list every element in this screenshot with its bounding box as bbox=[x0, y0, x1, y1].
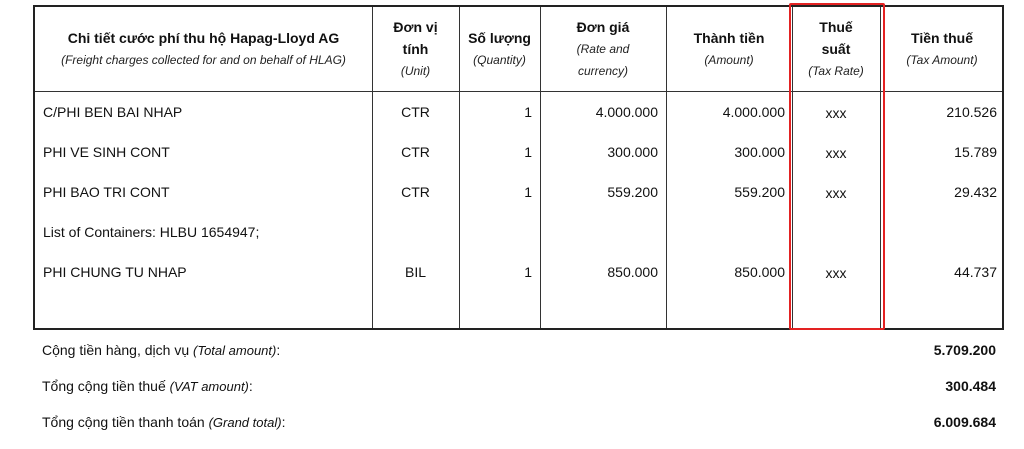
row-tax-amount: 15.789 bbox=[954, 144, 997, 160]
vat-amount-value: 300.484 bbox=[945, 378, 996, 394]
header-description-title: Chi tiết cước phí thu hộ Hapag-Lloyd AG bbox=[67, 30, 340, 46]
header-tax-rate-title-line1: Thuế bbox=[819, 19, 853, 35]
grand-total-label-en: (Grand total) bbox=[208, 415, 282, 430]
row-tax-amount: 44.737 bbox=[954, 264, 997, 280]
row-tax-amount: 210.526 bbox=[946, 104, 997, 120]
vat-amount-label-en: (VAT amount) bbox=[169, 379, 249, 394]
row-description: PHI VE SINH CONT bbox=[43, 144, 170, 160]
row-tax-rate: xxx bbox=[825, 105, 847, 121]
total-amount-label-vi: Cộng tiền hàng, dịch vụ bbox=[42, 342, 190, 358]
row-amount: 559.200 bbox=[734, 184, 785, 200]
row-quantity: 1 bbox=[524, 144, 532, 160]
total-amount-label-en: (Total amount) bbox=[193, 343, 277, 358]
header-unit bbox=[372, 7, 459, 91]
row-unit: CTR bbox=[401, 104, 430, 120]
row-quantity: 1 bbox=[524, 104, 532, 120]
grand-total-label: Tổng cộng tiền thanh toán (Grand total): bbox=[42, 414, 286, 430]
row-amount: 850.000 bbox=[734, 264, 785, 280]
header-rate-subtitle-line2: currency) bbox=[577, 64, 628, 78]
row-tax-rate: xxx bbox=[825, 145, 847, 161]
header-quantity bbox=[459, 7, 540, 91]
header-rate bbox=[540, 7, 666, 91]
grand-total-row bbox=[42, 414, 996, 432]
header-amount-title: Thành tiền bbox=[693, 30, 765, 46]
total-amount-value: 5.709.200 bbox=[933, 342, 996, 358]
row-tax-rate: xxx bbox=[825, 265, 847, 281]
grand-total-label-vi: Tổng cộng tiền thanh toán bbox=[42, 414, 205, 430]
header-tax-amount-subtitle: (Tax Amount) bbox=[906, 53, 978, 67]
row-description: PHI CHUNG TU NHAP bbox=[43, 264, 187, 280]
header-description-subtitle: (Freight charges collected for and on behalf of HLAG) bbox=[61, 53, 346, 67]
grand-total-value: 6.009.684 bbox=[933, 414, 996, 430]
header-tax-amount-title: Tiền thuế bbox=[911, 30, 973, 46]
total-amount-label: Cộng tiền hàng, dịch vụ (Total amount): bbox=[42, 342, 281, 358]
row-unit: CTR bbox=[401, 144, 430, 160]
header-amount bbox=[666, 7, 792, 91]
row-tax-rate: xxx bbox=[825, 185, 847, 201]
header-quantity-subtitle: (Quantity) bbox=[473, 53, 526, 67]
header-rate-subtitle-line1: (Rate and bbox=[576, 42, 630, 56]
header-tax-rate-subtitle: (Tax Rate) bbox=[808, 64, 864, 78]
header-quantity-title: Số lượng bbox=[468, 30, 531, 46]
row-description: PHI BAO TRI CONT bbox=[43, 184, 170, 200]
vat-amount-label-vi: Tổng cộng tiền thuế bbox=[42, 378, 166, 394]
row-amount: 300.000 bbox=[734, 144, 785, 160]
row-unit: BIL bbox=[404, 264, 426, 280]
header-unit-title-line1: Đơn vị bbox=[393, 19, 438, 35]
row-rate: 300.000 bbox=[607, 144, 658, 160]
header-tax-amount bbox=[880, 7, 1004, 91]
total-amount-row bbox=[42, 342, 996, 360]
vat-amount-label: Tổng cộng tiền thuế (VAT amount): bbox=[42, 378, 253, 394]
row-quantity: 1 bbox=[524, 184, 532, 200]
container-list: List of Containers: HLBU 1654947; bbox=[43, 224, 260, 240]
header-unit-subtitle: (Unit) bbox=[400, 64, 431, 78]
row-description: C/PHI BEN BAI NHAP bbox=[43, 104, 183, 120]
row-quantity: 1 bbox=[524, 264, 532, 280]
header-rate-title: Đơn giá bbox=[576, 19, 630, 35]
row-rate: 4.000.000 bbox=[595, 104, 658, 120]
row-amount: 4.000.000 bbox=[722, 104, 785, 120]
tax-rate-highlight-box bbox=[789, 3, 885, 330]
row-tax-amount: 29.432 bbox=[954, 184, 997, 200]
row-rate: 850.000 bbox=[607, 264, 658, 280]
vat-amount-row bbox=[42, 378, 996, 396]
header-tax-rate-title-line2: suất bbox=[821, 41, 851, 57]
row-unit: CTR bbox=[401, 184, 430, 200]
header-unit-title-line2: tính bbox=[402, 41, 429, 57]
header-description bbox=[35, 7, 372, 91]
row-rate: 559.200 bbox=[607, 184, 658, 200]
header-amount-subtitle: (Amount) bbox=[704, 53, 754, 67]
